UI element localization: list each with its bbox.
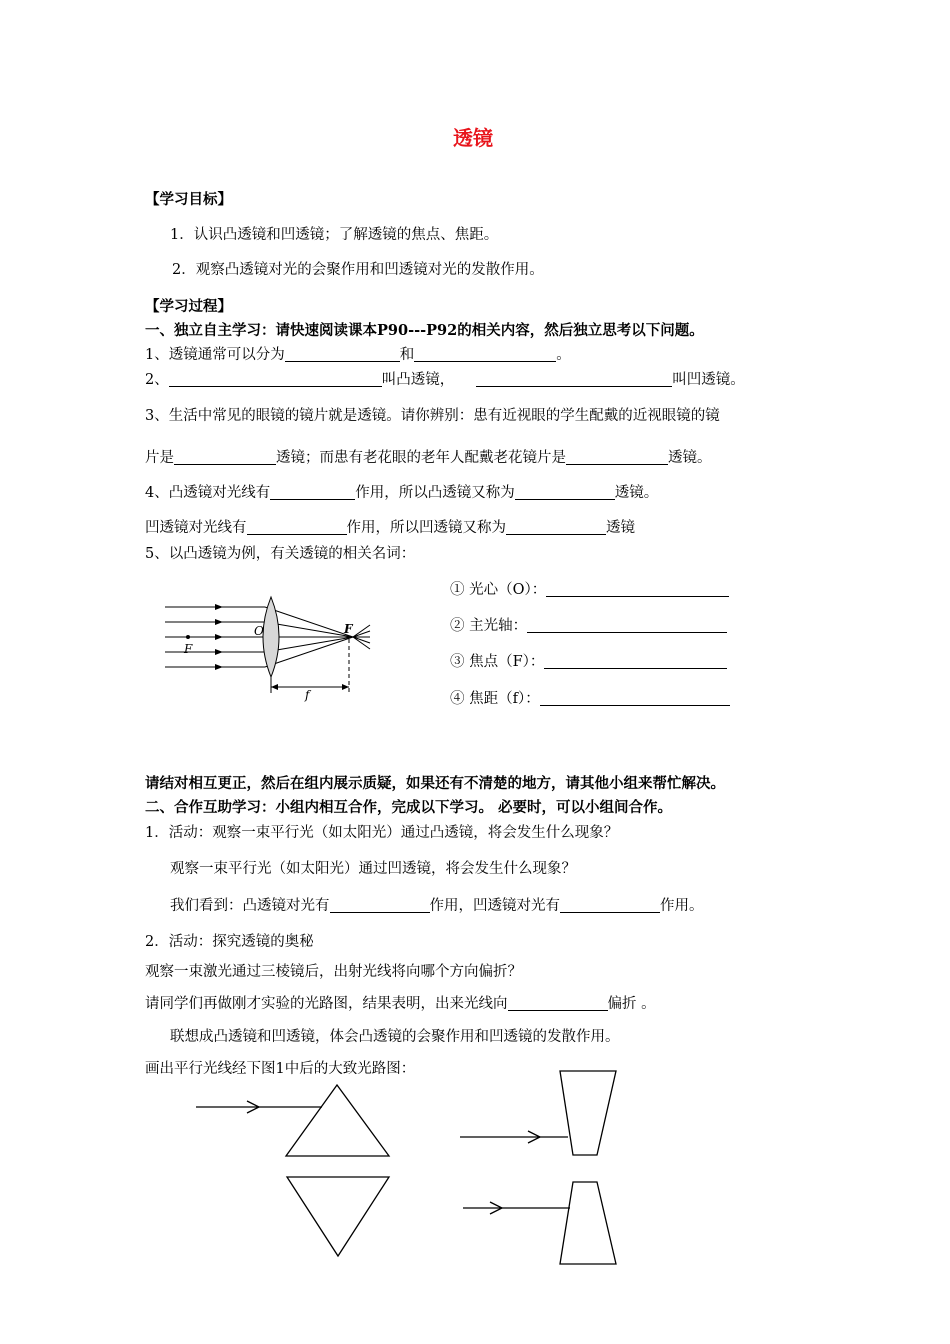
prism-triangle-down [287,1177,389,1256]
activity-2-associate: 联想成凸透镜和凹透镜，体会凸透镜的会聚作用和凹透镜的发散作用。 [170,1029,620,1045]
trapezoid-lower [560,1182,616,1264]
activity-1-result-a: 我们看到：凸透镜对光有 [170,898,330,914]
term-label: ③ 焦点（F）： [450,654,545,670]
question-4-text-b: 作用，所以凸透镜又称为 [355,485,515,501]
activity-1-result-b: 作用，凹透镜对光有 [429,898,560,914]
activity-2-prism: 观察一束激光通过三棱镜后，出射光线将向哪个方向偏折？ [145,964,522,980]
question-1-text-a: 1、透镜通常可以分为 [145,347,285,363]
question-4-text-e: 作用，所以凹透镜又称为 [346,520,506,536]
activity-1-concave: 观察一束平行光（如太阳光）通过凹透镜，将会发生什么现象？ [170,861,576,877]
section2-heading: 二、合作互助学习：小组内相互合作，完成以下学习。 必要时，可以小组间合作。 [145,799,673,816]
question-2-text-a: 2、 [145,372,169,388]
question-1-text-c: 。 [556,347,571,363]
group-note: 请结对相互更正，然后在组内展示质疑，如果还有不清楚的地方，请其他小组来帮忙解决。 [145,775,725,792]
label-f-upper: F [344,622,353,636]
activity-1-result-c: 作用。 [660,898,704,914]
activity-2: 2．活动：探究透镜的奥秘 [145,934,314,950]
activity-2-draw: 画出平行光线经下图1中后的大致光路图： [145,1061,416,1077]
question-4-text-a: 4、凸透镜对光线有 [145,485,271,501]
page-title: 透镜 [453,126,493,150]
label-o: O [254,624,264,638]
question-2-text-c: 叫凹透镜。 [672,372,745,388]
question-4-text-c: 透镜。 [614,485,659,501]
activity-1: 1．活动：观察一束平行光（如太阳光）通过凸透镜，将会发生什么现象？ [145,825,619,841]
term-label: ② 主光轴： [450,618,528,634]
goals-heading: 【学习目标】 [145,191,232,208]
goal-item-2: 2．观察凸透镜对光的会聚作用和凹透镜对光的发散作用。 [172,262,544,278]
activity-2-result-a: 请同学们再做刚才实验的光路图，结果表明，出来光线向 [145,996,508,1012]
section1-heading: 一、独立自主学习：请快速阅读课本P90---P92的相关内容，然后独立思考以下问题。 [145,322,704,339]
question-2-text-b: 叫凸透镜， [381,372,455,388]
label-f-distance: f [305,688,310,702]
goal-item-1: 1．认识凸透镜和凹透镜；了解透镜的焦点、焦距。 [170,227,499,243]
term-label: ④ 焦距（f）： [450,691,540,707]
question-5: 5、以凸透镜为例，有关透镜的相关名词： [145,546,416,562]
question-3-text-c: 透镜。 [668,450,712,466]
question-4-text-f: 透镜 [606,520,635,536]
term-label: ① 光心（O）： [450,582,547,598]
activity-2-result-b: 偏折 。 [607,996,656,1012]
question-3-line-1: 3、生活中常见的眼镜的镜片就是透镜。请你辨别：患有近视眼的学生配戴的近视眼镜的镜 [145,408,720,424]
process-heading: 【学习过程】 [145,298,232,315]
question-3-text-b: 透镜；而患有老花眼的老年人配戴老花镜片是 [276,450,566,466]
prism-triangle-up [286,1085,389,1156]
label-f-lower: F [184,642,193,656]
question-1-text-b: 和 [399,347,415,363]
question-4-text-d: 凹透镜对光线有 [145,520,247,536]
trapezoid-upper [560,1071,616,1155]
question-3-text-a: 片是 [145,450,174,466]
